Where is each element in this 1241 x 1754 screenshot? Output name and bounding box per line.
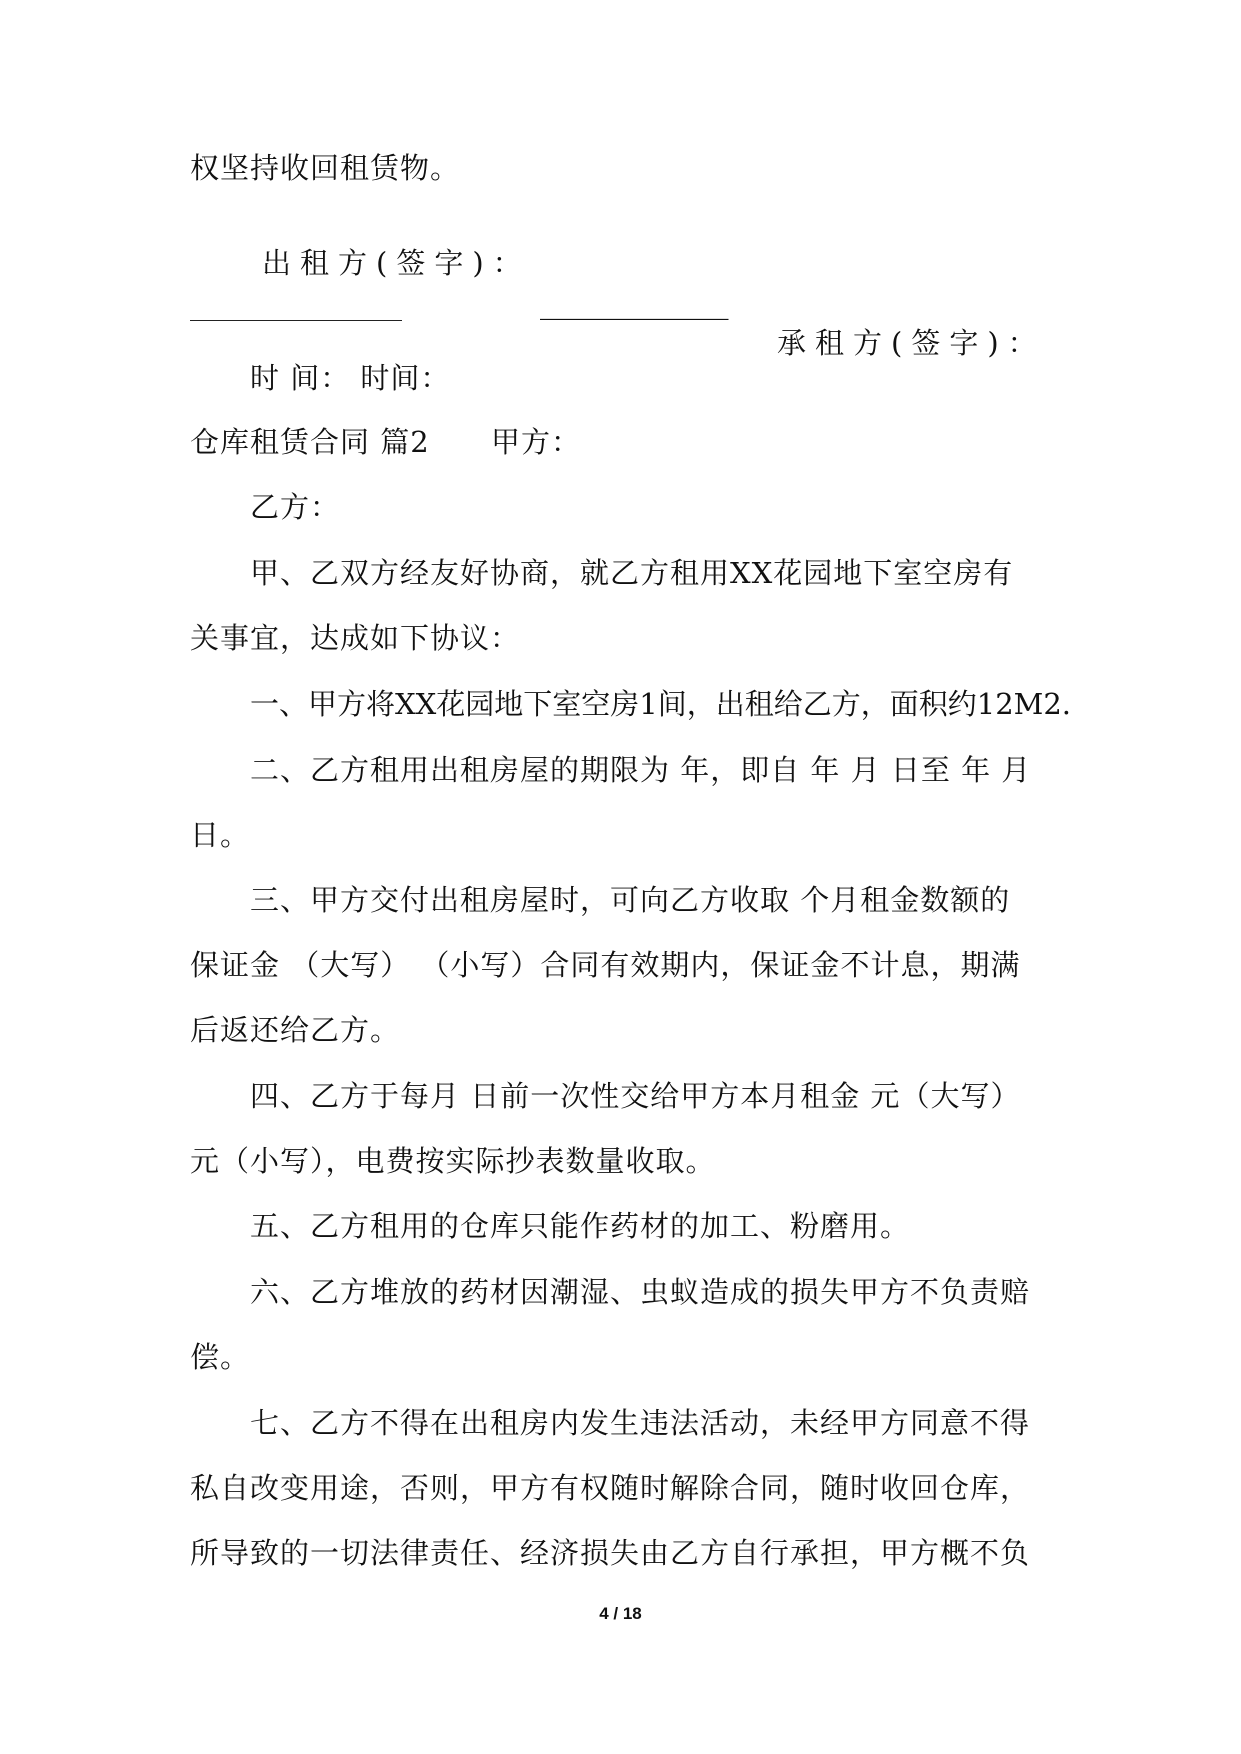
text-line: 权坚持收回租赁物。 xyxy=(190,151,461,185)
clause-5: 五、乙方租用的仓库只能作药材的加工、粉磨用。 xyxy=(250,1209,911,1243)
paragraph-line: 保证金 （大写） （小写）合同有效期内，保证金不计息，期满 xyxy=(190,948,1021,982)
lessor-signature-blank: _____________ xyxy=(540,286,729,320)
clause-4: 四、乙方于每月 日前一次性交给甲方本月租金 元（大写） xyxy=(250,1079,1021,1113)
lessee-signature-label: 承租方(签字)： xyxy=(777,326,1046,360)
paragraph-line: 日。 xyxy=(190,818,251,852)
paragraph-line: 甲、乙双方经友好协商，就乙方租用XX花园地下室空房有 xyxy=(250,556,1014,590)
paragraph-line: 偿。 xyxy=(190,1340,251,1374)
clause-7: 七、乙方不得在出租房内发生违法活动，未经甲方同意不得 xyxy=(250,1406,1031,1440)
page-number: 4 / 18 xyxy=(599,1604,642,1623)
text-line: 乙方： xyxy=(250,490,341,524)
paragraph-line: 后返还给乙方。 xyxy=(190,1013,401,1047)
clause-6: 六、乙方堆放的药材因潮湿、虫蚁造成的损失甲方不负责赔 xyxy=(250,1275,1031,1309)
paragraph-line: 私自改变用途，否则，甲方有权随时解除合同，随时收回仓库， xyxy=(190,1471,1031,1505)
section-title: 仓库租赁合同 篇2 甲方： xyxy=(190,425,581,459)
paragraph-line: 所导致的一切法律责任、经济损失由乙方自行承担，甲方概不负 xyxy=(190,1536,1031,1570)
date-line: 时 间： 时间： xyxy=(250,361,451,395)
lessee-signature-blank xyxy=(190,320,402,321)
paragraph-line: 元（小写），电费按实际抄表数量收取。 xyxy=(190,1144,716,1178)
paragraph-line: 关事宜，达成如下协议： xyxy=(190,621,521,655)
clause-1: 一、甲方将XX花园地下室空房1间，出租给乙方，面积约12M2. xyxy=(250,687,1072,721)
clause-2: 二、乙方租用出租房屋的期限为 年，即自 年 月 日至 年 月 xyxy=(250,753,1032,787)
lessor-signature-label: 出租方(签字)： xyxy=(262,246,531,280)
clause-3: 三、甲方交付出租房屋时，可向乙方收取 个月租金数额的 xyxy=(250,883,1011,917)
